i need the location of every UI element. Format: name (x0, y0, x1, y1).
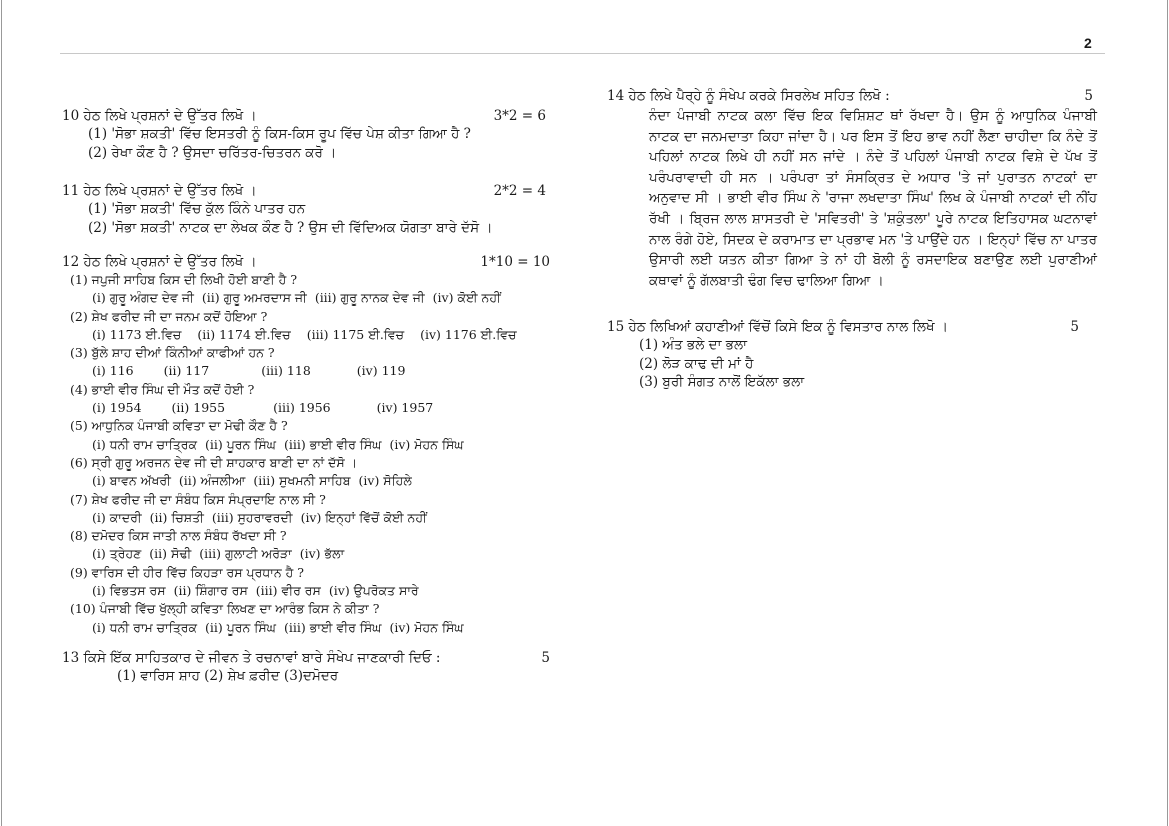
mcq-option: (ii) ਸੋਢੀ (149, 546, 192, 562)
mcq-options (62, 399, 562, 417)
mcq-question: (9) ਵਾਰਿਸ ਦੀ ਹੀਰ ਵਿੱਚ ਕਿਹੜਾ ਰਸ ਪ੍ਰਧਾਨ ਹੈ ? (70, 564, 304, 580)
mcq-question: (2) ਸ਼ੇਖ ਫਰੀਦ ਜੀ ਦਾ ਜਨਮ ਕਦੋਂ ਹੋਇਆ ? (70, 308, 268, 324)
left-column (62, 108, 562, 686)
mcq-option: (iv) 1176 ਈ.ਵਿਚ (420, 326, 517, 342)
story-option-2: (2) ਲੋੜ ਕਾਢ ਦੀ ਮਾਂ ਹੈ (639, 355, 754, 372)
mcq-question: (6) ਸ੍ਰੀ ਗੁਰੂ ਅਰਜਨ ਦੇਵ ਜੀ ਦੀ ਸ਼ਾਹਕਾਰ ਬਾਣੀ ਦਾ ਨਾਂ ਦੱਸੋ । (70, 454, 358, 470)
question-13-options: (1) ਵਾਰਿਸ ਸ਼ਾਹ (2) ਸ਼ੇਖ ਫ਼ਰੀਦ (3)ਦਮੋਦਰ (117, 667, 339, 684)
question-10-title: 10 ਹੇਠ ਲਿਖੇ ਪ੍ਰਸ਼ਨਾਂ ਦੇ ਉੱਤਰ ਲਿਖੋ । (62, 108, 257, 124)
mcq-option: (ii) 1174 ਈ.ਵਿਚ (197, 326, 291, 342)
question-15-marks: 5 (1070, 319, 1079, 336)
mcq-question: (1) ਜਪੁਜੀ ਸਾਹਿਬ ਕਿਸ ਦੀ ਲਿਖੀ ਹੋਈ ਬਾਣੀ ਹੈ ? (70, 272, 298, 287)
mcq-option: (i) 116 (92, 363, 134, 379)
mcq-question: (7) ਸ਼ੇਖ ਫਰੀਦ ਜੀ ਦਾ ਸੰਬੰਧ ਕਿਸ ਸੰਪ੍ਰਦਾਇ ਨਾਲ ਸੀ ? (70, 491, 326, 507)
mcq-option: (iv) ਇਨ੍ਹਾਂ ਵਿੱਚੋਂ ਕੋਈ ਨਹੀਂ (300, 509, 427, 525)
question-13-marks: 5 (541, 649, 550, 666)
mcq-option: (iv) ਮੋਹਨ ਸਿੰਘ (389, 619, 464, 635)
mcq-option: (iii) ਭਾਈ ਵੀਰ ਸਿੰਘ (283, 436, 382, 452)
question-11-title: 11 ਹੇਠ ਲਿਖੇ ਪ੍ਰਸ਼ਨਾਂ ਦੇ ਉੱਤਰ ਲਿਖੋ । (62, 183, 257, 199)
question-14-paragraph: ਨੰਦਾ ਪੰਜਾਬੀ ਨਾਟਕ ਕਲਾ ਵਿੱਚ ਇਕ ਵਿਸ਼ਿਸ਼ਟ ਥਾਂ ਰੱਖਦਾ ਹੈ। ਉਸ ਨੂੰ ਆਧੁਨਿਕ ਪੰਜਾਬੀ ਨਾਟਕ ਦਾ ਜਨਮਦਾਤਾ ਕਿਹਾ ਜਾਂਦਾ ਹੈ। ਪਰ ਇਸ ਤੋਂ ਇਹ ਭਾਵ ਨਹੀਂ ਲੈਣਾ ਚਾਹੀਦਾ ਕਿ ਨੰਦੇ ਤੋਂ ਪਹਿਲਾਂ ਨਾਟਕ ਲਿਖੇ ਹੀ ਨਹੀਂ ਸਨ ਜਾਂਦੇ । ਨੰਦੇ ਤੋਂ ਪਹਿਲਾਂ ਪੰਜਾਬੀ ਨਾਟਕ ਵਿਸ਼ੇ ਦੇ ਪੱਖ ਤੋਂ ਪਰੰਪਰਾਵਾਦੀ ਹੀ ਸਨ । ਪਰੰਪਰਾ ਤਾਂ ਸੰਸਕ੍ਰਿਤ ਦੇ ਅਧਾਰ 'ਤੇ ਜਾਂ ਪੁਰਾਤਨ ਨਾਟਕਾਂ ਦਾ ਅਨੁਵਾਦ ਸੀ । ਭਾਈ ਵੀਰ ਸਿੰਘ ਨੇ 'ਰਾਜਾ ਲਖਦਾਤਾ ਸਿੰਘ' ਲਿਖ ਕੇ ਪੰਜਾਬੀ ਨਾਟਕਾਂ ਦੀ ਨੀਂਹ ਰੱਖੀ । ਬ੍ਰਿਜ ਲਾਲ ਸ਼ਾਸਤਰੀ ਦੇ 'ਸਵਿਤਰੀ' ਤੇ 'ਸ਼ਕੁੰਤਲਾ' ਪੂਰੇ ਨਾਟਕ ਇਤਿਹਾਸਕ ਘਟਨਾਵਾਂ ਨਾਲ ਰੰਗੇ ਹੋਏ, ਸਿਦਕ ਦੇ ਕਰਾਮਾਤ ਦਾ ਪ੍ਰਭਾਵ ਮਨ 'ਤੇ ਪਾਉਂਦੇ ਹਨ । ਇਨ੍ਹਾਂ ਵਿੱਚ ਨਾ ਪਾਤਰ ਉਸਾਰੀ ਲਈ ਯਤਨ ਕੀਤਾ ਗਿਆ ਤੇ ਨਾਂ ਹੀ ਬੋਲੀ ਨੂੰ ਰਸਦਾਇਕ ਬਣਾਉਣ ਲਈ ਪੁਰਾਣੀਆਂ ਕਥਾਵਾਂ ਨੂੰ ਗੱਲਬਾਤੀ ਢੰਗ ਵਿਚ ਢਾਲਿਆ ਗਿਆ । (649, 108, 1097, 289)
mcq-option: (ii) 117 (163, 363, 210, 379)
question-14-marks: 5 (1084, 88, 1093, 104)
mcq-option: (iii) 1956 (273, 400, 331, 416)
mcq-option: (iv) ਸੋਹਿਲੇ (358, 473, 412, 489)
mcq-question: (3) ਬੁੱਲੇ ਸ਼ਾਹ ਦੀਆਂ ਕਿੰਨੀਆਂ ਕਾਫੀਆਂ ਹਨ ? (70, 345, 275, 361)
mcq-question: (4) ਭਾਈ ਵੀਰ ਸਿੰਘ ਦੀ ਮੌਤ ਕਦੋਂ ਹੋਈ ? (70, 381, 255, 397)
mcq-options (62, 362, 562, 380)
mcq-option: (iii) ਸੁਖਮਨੀ ਸਾਹਿਬ (253, 473, 351, 489)
mcq-option: (i) 1173 ਈ.ਵਿਚ (92, 326, 182, 342)
mcq-option: (i) ਧਨੀ ਰਾਮ ਚਾਤ੍ਰਿਕ (92, 619, 197, 635)
mcq-question: (5) ਆਧੁਨਿਕ ਪੰਜਾਬੀ ਕਵਿਤਾ ਦਾ ਮੋਢੀ ਕੌਣ ਹੈ ? (70, 418, 288, 434)
page-number: 2 (1084, 35, 1092, 51)
mcq-option: (i) ਬਾਵਨ ਅੱਖਰੀ (92, 473, 171, 489)
mcq-options (62, 436, 562, 454)
header-divider (60, 53, 1105, 54)
question-15-title: 15 ਹੇਠ ਲਿਖਿਆਂ ਕਹਾਣੀਆਂ ਵਿੱਚੋਂ ਕਿਸੇ ਇਕ ਨੂੰ ਵਿਸਤਾਰ ਨਾਲ ਲਿਖੋ । (607, 319, 948, 336)
question-11-item-2: (2) 'ਸੋਭਾ ਸ਼ਕਤੀ' ਨਾਟਕ ਦਾ ਲੇਖਕ ਕੌਣ ਹੈ ? ਉਸ ਦੀ ਵਿੱਦਿਅਕ ਯੋਗਤਾ ਬਾਰੇ ਦੱਸੋ । (88, 220, 493, 236)
mcq-option: (iii) 118 (261, 363, 311, 379)
mcq-option: (iii) ਗੁਲਾਟੀ ਅਰੋੜਾ (199, 546, 292, 562)
mcq-option: (iv) ਮੋਹਨ ਸਿੰਘ (389, 436, 464, 452)
question-12 (62, 254, 562, 637)
mcq-option: (i) ਤ੍ਰੇਹਣ (92, 546, 142, 562)
right-column (607, 88, 1097, 392)
mcq-options (62, 472, 562, 490)
mcq-option: (iv) ਉਪਰੋਕਤ ਸਾਰੇ (328, 583, 419, 599)
mcq-options (62, 582, 562, 600)
question-13 (62, 650, 562, 686)
mcq-options (62, 289, 562, 307)
mcq-option: (i) ਵਿਭਤਸ ਰਸ (92, 583, 166, 599)
mcq-question: (8) ਦਮੋਦਰ ਕਿਸ ਜਾਤੀ ਨਾਲ ਸੰਬੰਧ ਰੱਖਦਾ ਸੀ ? (70, 528, 287, 544)
question-11-item-1: (1) 'ਸੋਭਾ ਸ਼ਕਤੀ' ਵਿੱਚ ਕੁੱਲ ਕਿੰਨੇ ਪਾਤਰ ਹਨ (88, 201, 306, 217)
question-12-title: 12 ਹੇਠ ਲਿਖੇ ਪ੍ਰਸ਼ਨਾਂ ਦੇ ਉੱਤਰ ਲਿਖੋ । (62, 254, 257, 270)
question-10-marks: 3*2 = 6 (493, 108, 546, 124)
story-option-3: (3) ਬੁਰੀ ਸੰਗਤ ਨਾਲੋਂ ਇਕੱਲਾ ਭਲਾ (639, 374, 805, 391)
mcq-option: (ii) ਗੁਰੂ ਅਮਰਦਾਸ ਜੀ (201, 290, 307, 306)
mcq-option: (iv) 119 (356, 363, 406, 379)
question-10-item-1: (1) 'ਸੋਭਾ ਸ਼ਕਤੀ' ਵਿੱਚ ਇਸਤਰੀ ਨੂੰ ਕਿਸ-ਕਿਸ ਰੂਪ ਵਿੱਚ ਪੇਸ਼ ਕੀਤਾ ਗਿਆ ਹੈ ? (88, 126, 471, 142)
question-11 (62, 183, 562, 238)
question-15 (607, 319, 1097, 391)
question-14-title: 14 ਹੇਠ ਲਿਖੇ ਪੈਰ੍ਹੇ ਨੂੰ ਸੰਖੇਪ ਕਰਕੇ ਸਿਰਲੇਖ ਸਹਿਤ ਲਿਖੋ : (607, 88, 890, 104)
question-13-title: 13 ਕਿਸੇ ਇੱਕ ਸਾਹਿਤਕਾਰ ਦੇ ਜੀਵਨ ਤੇ ਰਚਨਾਵਾਂ ਬਾਰੇ ਸੰਖੇਪ ਜਾਣਕਾਰੀ ਦਿਓ : (62, 649, 441, 666)
question-10 (62, 108, 562, 163)
mcq-option: (iii) 1175 ਈ.ਵਿਚ (306, 326, 405, 342)
mcq-options (62, 509, 562, 527)
mcq-option: (iii) ਸੁਹਰਾਵਰਦੀ (211, 509, 293, 525)
mcq-option: (iv) ਭੱਲਾ (299, 546, 345, 562)
mcq-options (62, 326, 562, 344)
mcq-option: (iv) 1957 (376, 400, 434, 416)
mcq-option: (i) ਗੁਰੂ ਅੰਗਦ ਦੇਵ ਜੀ (92, 290, 194, 306)
mcq-option: (ii) 1955 (171, 400, 226, 416)
question-12-marks: 1*10 = 10 (480, 254, 550, 270)
mcq-options (62, 619, 562, 637)
page-border-left (1, 0, 2, 826)
mcq-option: (ii) ਅੰਜਲੀਆ (178, 473, 246, 489)
question-14 (607, 88, 1097, 291)
mcq-option: (ii) ਸ਼ਿੰਗਾਰ ਰਸ (173, 583, 248, 599)
mcq-question: (10) ਪੰਜਾਬੀ ਵਿੱਚ ਖੁੱਲ੍ਹੀ ਕਵਿਤਾ ਲਿਖਣ ਦਾ ਆਰੰਭ ਕਿਸ ਨੇ ਕੀਤਾ ? (70, 601, 380, 617)
page-border-right (1167, 0, 1168, 826)
mcq-list (62, 271, 562, 637)
mcq-option: (iv) ਕੋਈ ਨਹੀਂ (432, 290, 501, 306)
story-option-1: (1) ਅੰਤ ਭਲੇ ਦਾ ਭਲਾ (639, 337, 747, 354)
mcq-option: (iii) ਭਾਈ ਵੀਰ ਸਿੰਘ (283, 619, 382, 635)
mcq-option: (ii) ਚਿਸ਼ਤੀ (149, 509, 204, 525)
mcq-option: (ii) ਪੂਰਨ ਸਿੰਘ (204, 619, 276, 635)
mcq-option: (iii) ਵੀਰ ਰਸ (255, 583, 321, 599)
question-11-marks: 2*2 = 4 (493, 183, 546, 199)
mcq-options (62, 545, 562, 563)
mcq-option: (i) ਕਾਦਰੀ (92, 509, 142, 525)
mcq-option: (i) 1954 (92, 400, 142, 416)
mcq-option: (i) ਧਨੀ ਰਾਮ ਚਾਤ੍ਰਿਕ (92, 436, 197, 452)
question-10-item-2: (2) ਰੇਖਾ ਕੌਣ ਹੈ ? ਉਸਦਾ ਚਰਿੱਤਰ-ਚਿਤਰਨ ਕਰੋ । (88, 145, 337, 161)
mcq-option: (iii) ਗੁਰੂ ਨਾਨਕ ਦੇਵ ਜੀ (314, 290, 425, 306)
mcq-option: (ii) ਪੂਰਨ ਸਿੰਘ (204, 436, 276, 452)
